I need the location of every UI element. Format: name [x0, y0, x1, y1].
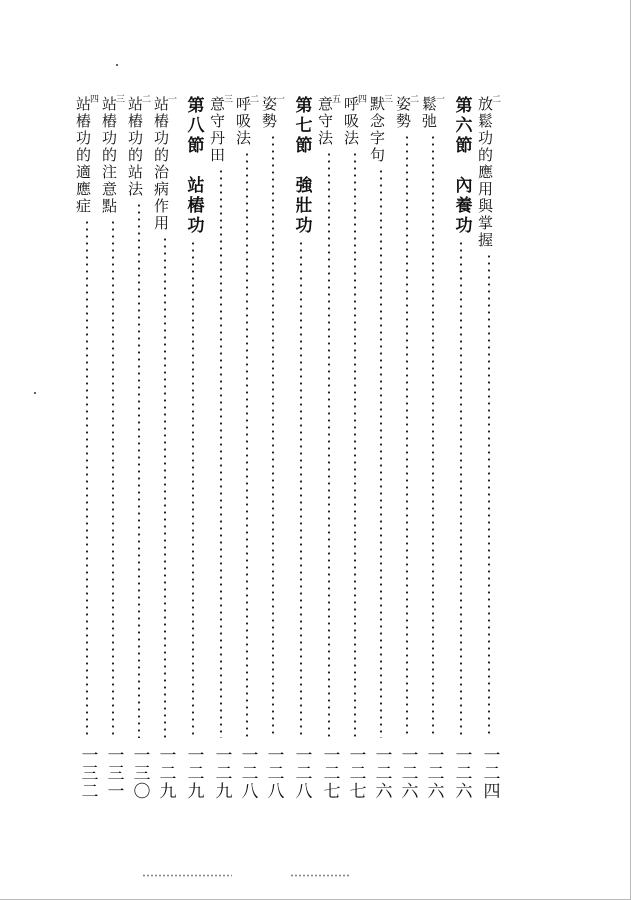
scan-smudge	[142, 874, 232, 877]
dot-leader	[380, 168, 382, 738]
toc-page-number: 一二七	[319, 746, 340, 800]
toc-entry-title: 三 意守丹田	[207, 95, 233, 164]
toc-page-number: 一二八	[263, 746, 284, 800]
toc-entry	[208, 96, 234, 806]
toc-page-number: 一三〇	[129, 746, 150, 800]
toc-page-number: 一二六	[371, 746, 392, 800]
toc-page-number: 一二六	[451, 746, 472, 800]
dot-leader	[354, 151, 356, 738]
dot-leader	[432, 134, 434, 738]
scan-speck	[116, 64, 118, 66]
toc-entry-marker: 二	[141, 95, 151, 105]
toc-page-number: 一二九	[155, 746, 176, 800]
toc-entry-marker: 四	[89, 95, 99, 105]
dot-leader	[406, 134, 408, 738]
toc-entry	[342, 96, 368, 806]
dot-leader	[272, 134, 274, 738]
toc-entry-marker: 五	[331, 95, 341, 105]
toc-entry	[234, 96, 260, 806]
toc-entry-marker: 四	[357, 95, 367, 105]
toc-entry-title: 二 放鬆功的應用與掌握	[475, 95, 501, 249]
toc-entry-title: 二 站樁功的站法	[125, 95, 151, 198]
toc-section-title: 第六節 內養功	[451, 96, 472, 236]
toc-entry-marker: 一	[275, 95, 285, 105]
toc-section-title: 第七節 強壯功	[291, 96, 312, 236]
dot-leader	[300, 240, 302, 738]
toc-entry	[476, 96, 502, 806]
toc-page-number: 一二七	[345, 746, 366, 800]
toc-section-heading	[286, 96, 316, 806]
toc-entry	[260, 96, 286, 806]
toc-entry-title: 四 呼吸法	[341, 95, 367, 147]
toc-entry-title: 一 鬆弛	[419, 95, 445, 130]
toc-entry-marker: 一	[435, 95, 445, 105]
toc-entry-marker: 二	[249, 95, 259, 105]
dot-leader	[112, 219, 114, 738]
toc-section-title: 第八節 站樁功	[183, 96, 204, 236]
toc-page-number: 一三一	[103, 746, 124, 800]
toc-section-heading	[446, 96, 476, 806]
toc-page-number: 一三二	[77, 746, 98, 800]
toc-page-number: 一二九	[183, 746, 204, 800]
dot-leader	[164, 236, 166, 738]
dot-leader	[246, 151, 248, 738]
toc-entry-title: 五 意守法	[315, 95, 341, 147]
toc-entry-marker: 一	[167, 95, 177, 105]
toc-entry-title: 二 呼吸法	[233, 95, 259, 147]
dot-leader	[460, 240, 462, 738]
toc-entry-marker: 三	[115, 95, 125, 105]
dot-leader	[488, 253, 490, 738]
toc-entry	[420, 96, 446, 806]
toc-entry	[316, 96, 342, 806]
toc-entry-title: 三 默念字句	[367, 95, 393, 164]
toc-entry-title: 二 姿勢	[393, 95, 419, 130]
toc-page-number: 一二六	[397, 746, 418, 800]
dot-leader	[220, 168, 222, 738]
toc-page-number: 一二八	[291, 746, 312, 800]
toc-entry-title: 三 站樁功的注意點	[99, 95, 125, 215]
toc-entry-marker: 三	[383, 95, 393, 105]
toc-entry	[74, 96, 100, 806]
toc-entry	[126, 96, 152, 806]
toc-entry	[368, 96, 394, 806]
dot-leader	[138, 202, 140, 738]
scan-speck	[34, 392, 36, 394]
dot-leader	[192, 240, 194, 738]
toc-entry-title: 一 姿勢	[259, 95, 285, 130]
dot-leader	[328, 151, 330, 738]
dot-leader	[86, 219, 88, 738]
toc-page-number: 一二八	[237, 746, 258, 800]
toc-entry-title: 四 站樁功的適應症	[73, 95, 99, 215]
toc-entry-marker: 三	[223, 95, 233, 105]
toc-entry	[394, 96, 420, 806]
toc-page-number: 一二四	[479, 746, 500, 800]
toc-entry-title: 一 站樁功的治病作用	[151, 95, 177, 232]
toc-entry-marker: 二	[491, 95, 501, 105]
toc-entry-marker: 二	[409, 95, 419, 105]
toc-entry	[152, 96, 178, 806]
toc-section-heading	[178, 96, 208, 806]
toc-page-number: 一二六	[423, 746, 444, 800]
scan-smudge	[290, 874, 350, 877]
table-of-contents	[74, 96, 502, 806]
toc-page-number: 一二九	[211, 746, 232, 800]
toc-entry	[100, 96, 126, 806]
